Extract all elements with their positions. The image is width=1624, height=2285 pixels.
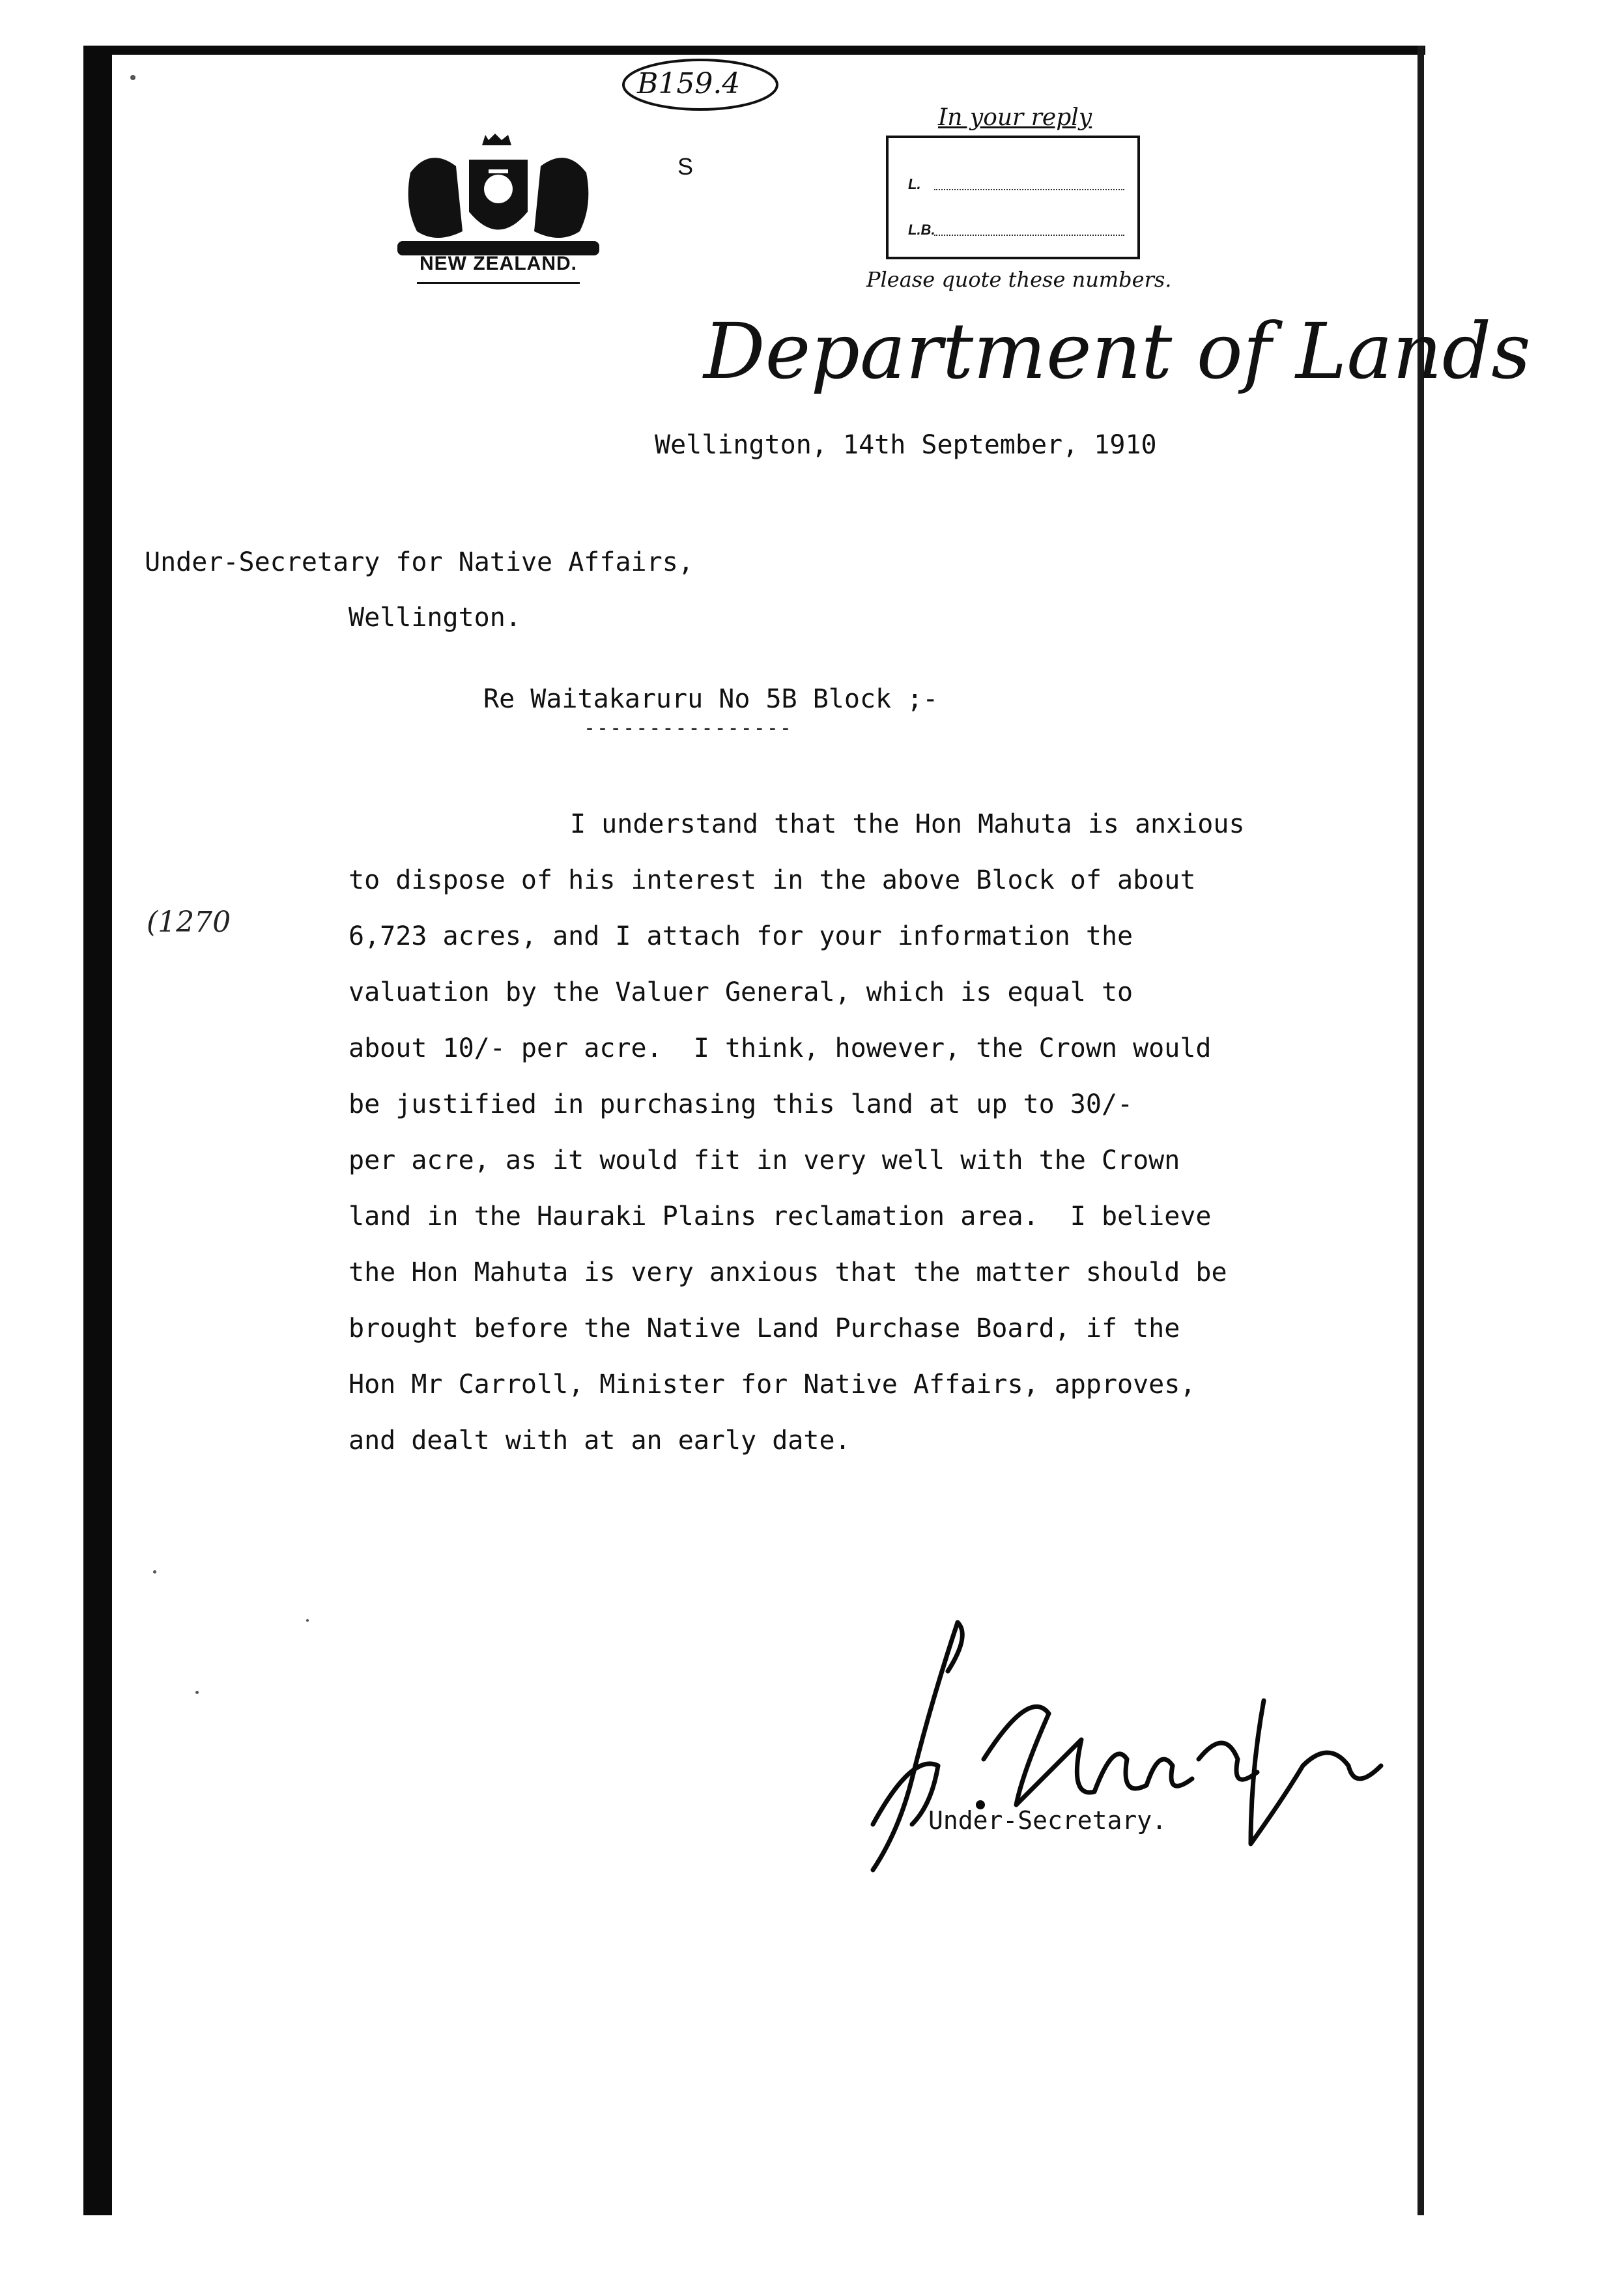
subject-underline: ---------------- bbox=[584, 717, 793, 740]
subject-line: Re Waitakaruru No 5B Block ;- bbox=[483, 684, 939, 714]
body-line: about 10/- per acre. I think, however, the Crown would bbox=[349, 1033, 1212, 1063]
reply-field-lb: L.B. bbox=[908, 222, 935, 238]
scan-speck bbox=[130, 75, 135, 80]
body-line: and dealt with at an early date. bbox=[349, 1426, 851, 1456]
dateline: Wellington, 14th September, 1910 bbox=[655, 430, 1157, 460]
body-line: 6,723 acres, and I attach for your information the bbox=[349, 921, 1133, 951]
scan-speck bbox=[306, 1619, 309, 1622]
quote-note: Please quote these numbers. bbox=[866, 267, 1172, 292]
body-line: be justified in purchasing this land at up to 30/- bbox=[349, 1089, 1133, 1119]
signature-text bbox=[847, 1668, 1624, 1895]
scan-border-left bbox=[83, 46, 112, 2215]
recipient: Under-Secretary for Native Affairs, bbox=[145, 547, 694, 577]
reply-field-l: L. bbox=[908, 176, 921, 192]
body-line: to dispose of his interest in the above Block of about bbox=[349, 865, 1196, 895]
scan-speck bbox=[153, 1570, 156, 1574]
caption-underline bbox=[417, 282, 580, 284]
body-line: Hon Mr Carroll, Minister for Native Affairs, approves, bbox=[349, 1370, 1196, 1400]
department-heading: Department of Lands bbox=[704, 306, 1531, 396]
body-line: land in the Hauraki Plains reclamation area. I believe bbox=[349, 1201, 1212, 1231]
letter-mark: S bbox=[677, 153, 694, 180]
body-line: I understand that the Hon Mahuta is anxious bbox=[570, 809, 1245, 839]
archive-reference-text: B159.4 bbox=[637, 67, 741, 100]
body-line: valuation by the Valuer General, which is equal to bbox=[349, 977, 1133, 1007]
body-line: the Hon Mahuta is very anxious that the matter should be bbox=[349, 1257, 1227, 1287]
signature-title: Under-Secretary. bbox=[928, 1806, 1167, 1835]
body-line: brought before the Native Land Purchase Board, if the bbox=[349, 1314, 1180, 1344]
coat-of-arms-caption: NEW ZEALAND. bbox=[420, 253, 577, 274]
body-line: per acre, as it would fit in very well with the Crown bbox=[349, 1145, 1180, 1175]
reply-field-l-dots bbox=[934, 189, 1124, 190]
reply-field-lb-dots bbox=[934, 235, 1124, 236]
letter-body bbox=[349, 796, 1365, 1469]
archive-reference bbox=[619, 55, 782, 114]
recipient-city: Wellington. bbox=[349, 603, 521, 633]
scan-speck bbox=[195, 1691, 199, 1694]
reply-note: In your reply bbox=[938, 104, 1092, 131]
reply-reference-box bbox=[886, 136, 1140, 259]
scan-border-top bbox=[83, 46, 1425, 55]
margin-note: (1270 bbox=[147, 906, 231, 939]
